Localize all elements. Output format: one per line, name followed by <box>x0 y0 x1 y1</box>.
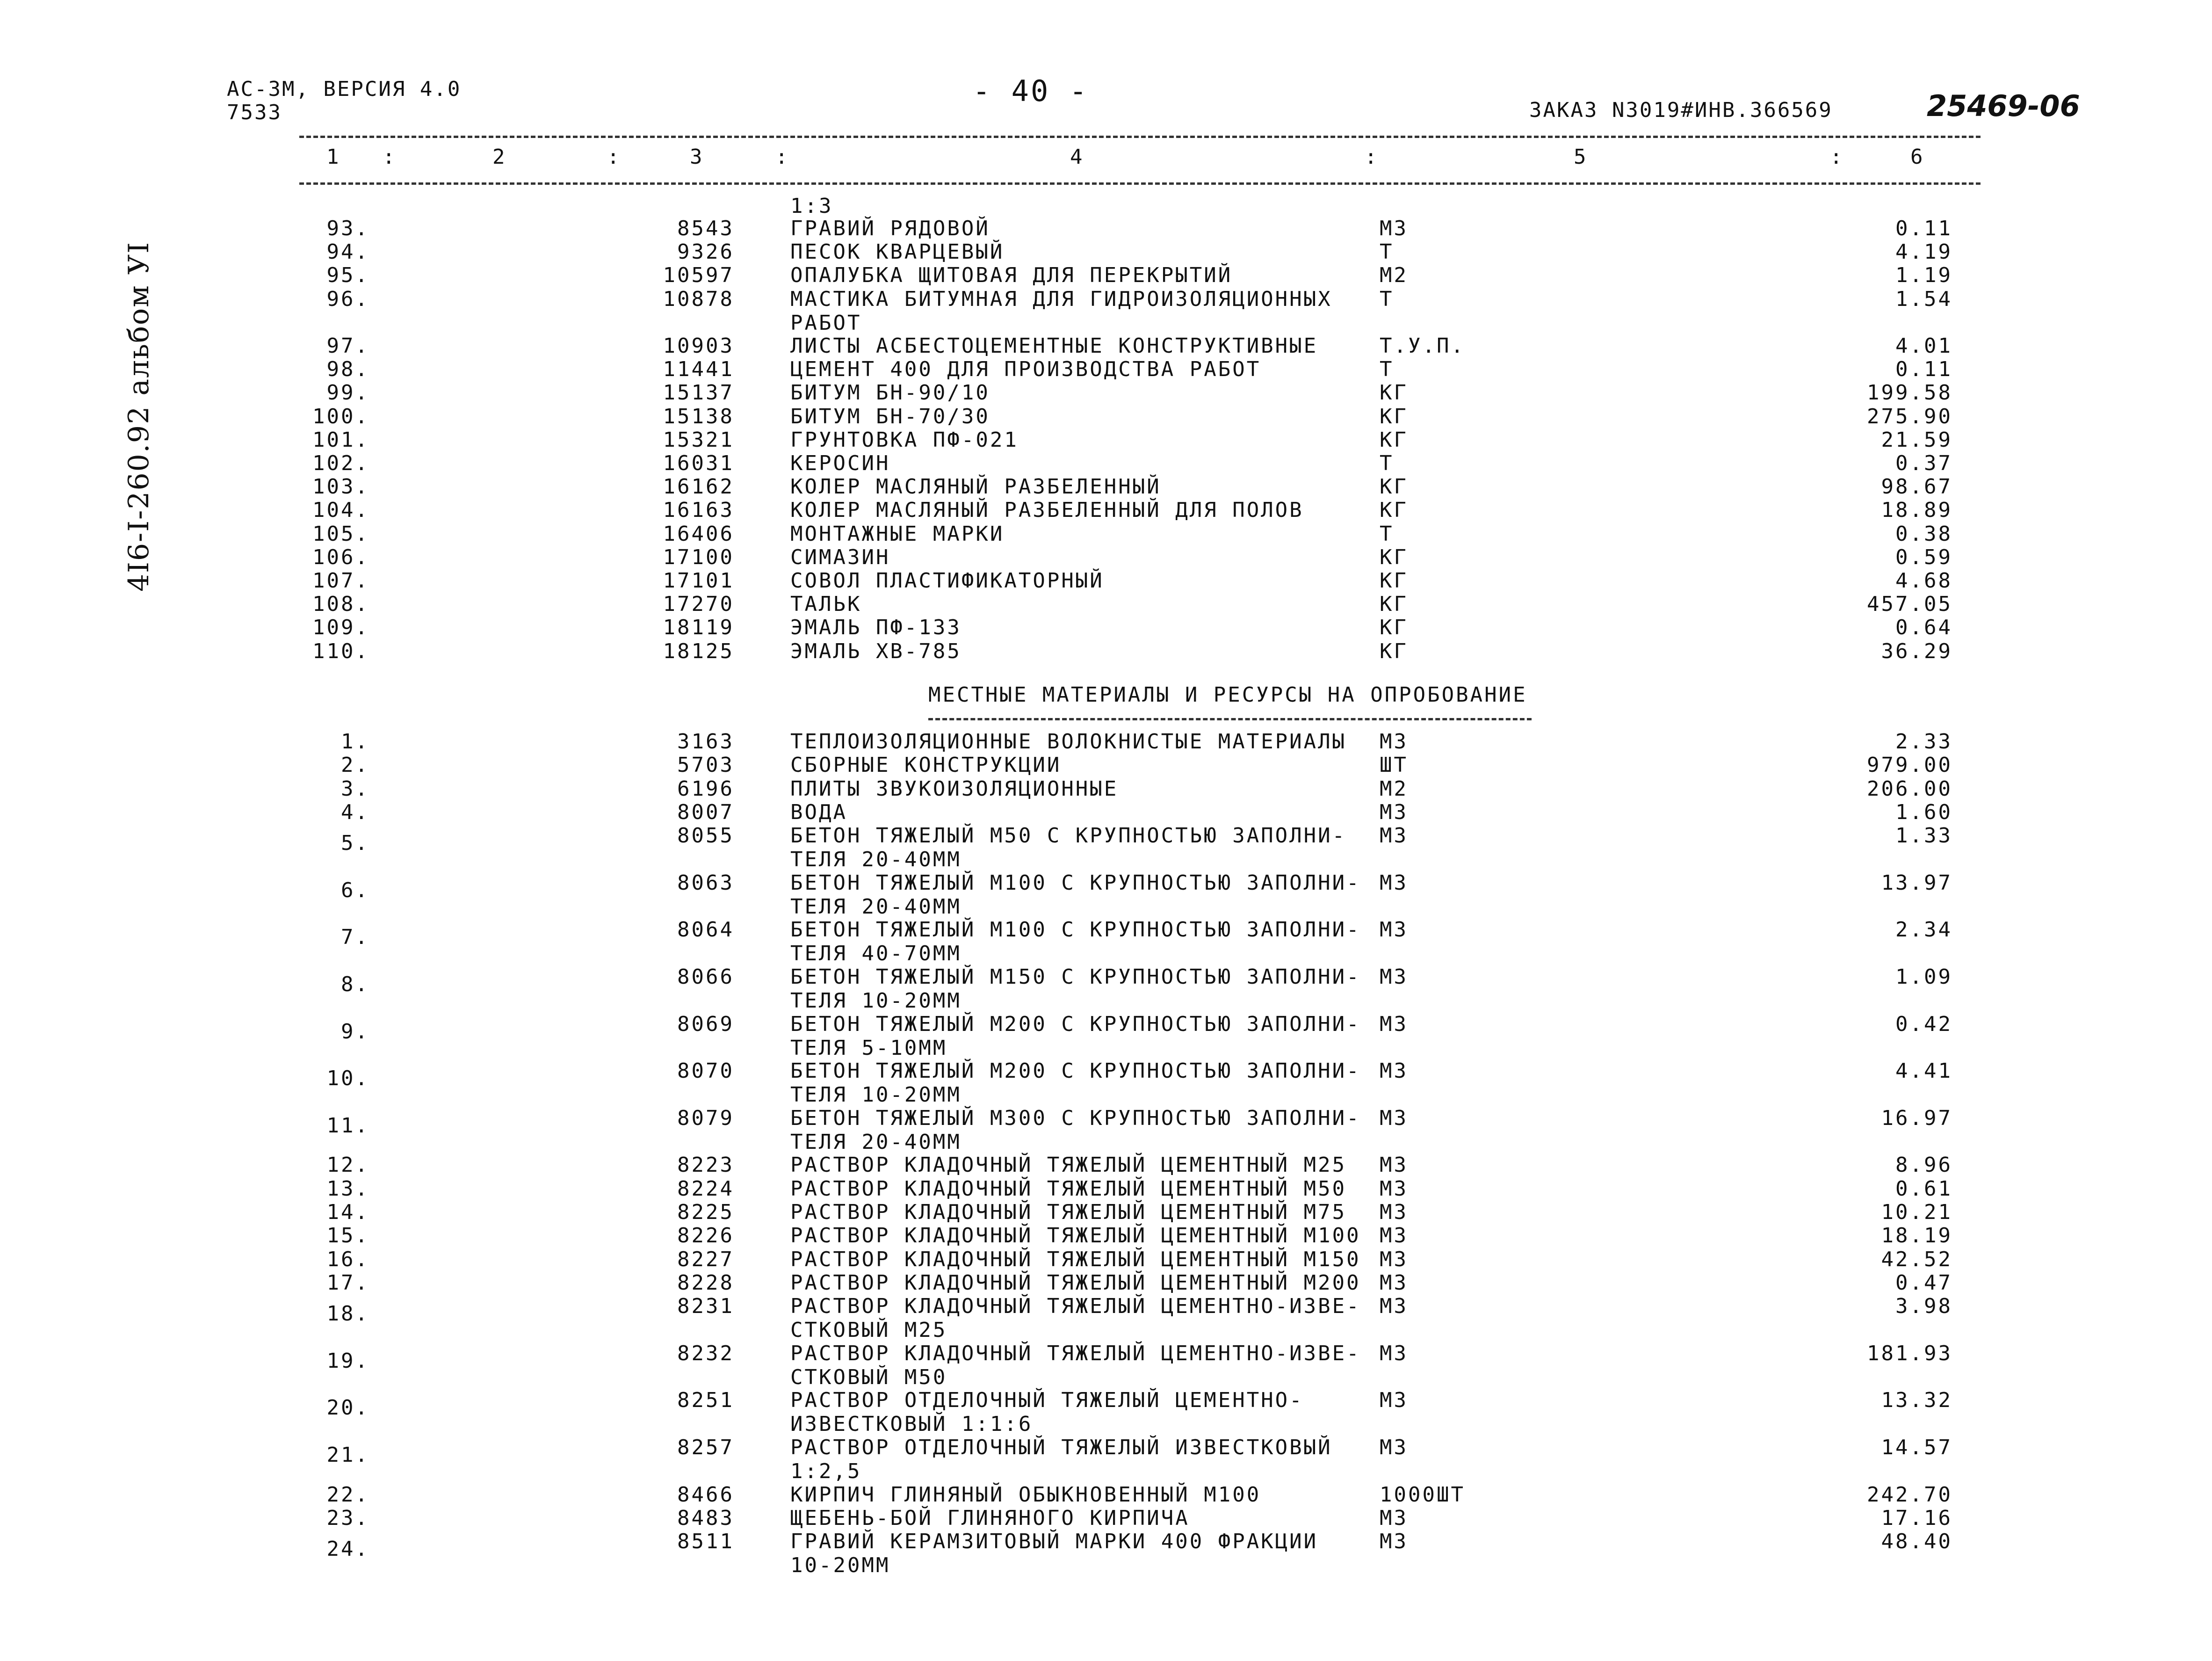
unit-of-measure: М3 <box>1380 824 1408 848</box>
row-number: 24. <box>326 1537 369 1561</box>
resource-name: БЕТОН ТЯЖЕЛЫЙ М100 С КРУПНОСТЬЮ ЗАПОЛНИ- ТЕЛЯ 40-70ММ <box>790 918 1361 966</box>
resource-code: 18119 <box>663 616 734 640</box>
resource-code: 8224 <box>677 1176 734 1201</box>
resource-code: 18125 <box>663 639 734 663</box>
resource-name: ТАЛЬК <box>790 592 862 617</box>
quantity: 17.16 <box>1881 1506 1952 1530</box>
quantity: 0.59 <box>1895 545 1952 569</box>
resource-name: ТЕПЛОИЗОЛЯЦИОННЫЕ ВОЛОКНИСТЫЕ МАТЕРИАЛЫ <box>790 730 1347 754</box>
resource-code: 3163 <box>677 730 734 754</box>
unit-of-measure: КГ <box>1380 569 1408 593</box>
quantity: 2.33 <box>1895 730 1952 754</box>
col-sep: : <box>383 145 395 169</box>
unit-of-measure: М3 <box>1380 1224 1408 1248</box>
program-version: АС-3М, ВЕРСИЯ 4.0 <box>227 77 462 101</box>
unit-of-measure: КГ <box>1380 498 1408 522</box>
unit-of-measure: Т <box>1380 287 1394 311</box>
resource-code: 8466 <box>677 1482 734 1507</box>
unit-of-measure: М3 <box>1380 1153 1408 1177</box>
resource-name: КОЛЕР МАСЛЯНЫЙ РАЗБЕЛЕННЫЙ ДЛЯ ПОЛОВ <box>790 498 1304 522</box>
table-row <box>0 1106 2212 1153</box>
resource-code: 8226 <box>677 1224 734 1248</box>
unit-of-measure: М3 <box>1380 1247 1408 1271</box>
resource-name: СОВОЛ ПЛАСТИФИКАТОРНЫЙ <box>790 569 1104 593</box>
resource-name: РАСТВОР КЛАДОЧНЫЙ ТЯЖЕЛЫЙ ЦЕМЕНТНЫЙ М50 <box>790 1176 1347 1201</box>
row-number: 94. <box>326 240 369 264</box>
resource-name: КОЛЕР МАСЛЯНЫЙ РАЗБЕЛЕННЫЙ <box>790 475 1161 499</box>
table-row <box>0 1388 2212 1435</box>
row-number: 107. <box>312 569 369 593</box>
quantity: 18.89 <box>1881 498 1952 522</box>
quantity: 0.37 <box>1895 451 1952 475</box>
continuation-text: 1:3 <box>790 194 833 218</box>
resource-code: 17100 <box>663 545 734 569</box>
section-title: МЕСТНЫЕ МАТЕРИАЛЫ И РЕСУРСЫ НА ОПРОБОВАНИЕ <box>928 683 1527 707</box>
row-number: 17. <box>326 1270 369 1295</box>
quantity: 0.38 <box>1895 522 1952 546</box>
row-number: 110. <box>312 639 369 663</box>
table-row <box>0 287 2212 334</box>
table-row <box>0 1436 2212 1482</box>
unit-of-measure: М3 <box>1380 1530 1408 1554</box>
unit-of-measure: 1000ШТ <box>1380 1482 1465 1507</box>
table-row <box>0 639 2212 686</box>
resource-name: ОПАЛУБКА ЩИТОВАЯ ДЛЯ ПЕРЕКРЫТИЙ <box>790 263 1233 288</box>
quantity: 2.34 <box>1895 918 1952 942</box>
resource-code: 8069 <box>677 1012 734 1036</box>
resource-code: 16162 <box>663 475 734 499</box>
unit-of-measure: Т <box>1380 451 1394 475</box>
resource-name: РАСТВОР ОТДЕЛОЧНЫЙ ТЯЖЕЛЫЙ ИЗВЕСТКОВЫЙ 1:2,5 <box>790 1436 1332 1483</box>
resource-code: 8064 <box>677 918 734 942</box>
table-row <box>0 1294 2212 1341</box>
row-number: 100. <box>312 404 369 428</box>
col-2-header: 2 <box>492 145 505 169</box>
resource-code: 16163 <box>663 498 734 522</box>
unit-of-measure: М3 <box>1380 1270 1408 1295</box>
row-number: 1. <box>341 730 369 754</box>
quantity: 0.42 <box>1895 1012 1952 1036</box>
resource-name: СИМАЗИН <box>790 545 890 569</box>
table-row <box>0 918 2212 965</box>
col-4-header: 4 <box>1070 145 1083 169</box>
resource-code: 16031 <box>663 451 734 475</box>
resource-code: 10903 <box>663 334 734 358</box>
resource-name: ЭМАЛЬ ХВ-785 <box>790 639 961 663</box>
quantity: 21.59 <box>1881 428 1952 452</box>
quantity: 48.40 <box>1881 1530 1952 1554</box>
resource-code: 8223 <box>677 1153 734 1177</box>
resource-name: БЕТОН ТЯЖЕЛЫЙ М200 С КРУПНОСТЬЮ ЗАПОЛНИ- ТЕЛЯ 10-20ММ <box>790 1059 1361 1107</box>
quantity: 1.19 <box>1895 263 1952 288</box>
row-number: 104. <box>312 498 369 522</box>
quantity: 13.32 <box>1881 1388 1952 1413</box>
resource-code: 9326 <box>677 240 734 264</box>
quantity: 0.11 <box>1895 357 1952 382</box>
table-row <box>0 965 2212 1012</box>
row-number: 11. <box>326 1113 369 1138</box>
resource-name: РАСТВОР ОТДЕЛОЧНЫЙ ТЯЖЕЛЫЙ ЦЕМЕНТНО- ИЗВЕСТКОВЫЙ 1:1:6 <box>790 1388 1304 1436</box>
inventory-number: 25469-06 <box>1927 89 2080 123</box>
unit-of-measure: М3 <box>1380 1012 1408 1036</box>
resource-code: 8231 <box>677 1294 734 1319</box>
unit-of-measure: КГ <box>1380 616 1408 640</box>
resource-name: БЕТОН ТЯЖЕЛЫЙ М50 С КРУПНОСТЬЮ ЗАПОЛНИ- ТЕЛЯ 20-40ММ <box>790 824 1347 872</box>
unit-of-measure: М3 <box>1380 217 1408 240</box>
unit-of-measure: Т <box>1380 357 1394 382</box>
resource-name: РАСТВОР КЛАДОЧНЫЙ ТЯЖЕЛЫЙ ЦЕМЕНТНЫЙ М75 <box>790 1200 1347 1224</box>
row-number: 21. <box>326 1443 369 1467</box>
row-number: 6. <box>341 878 369 902</box>
row-number: 4. <box>341 800 369 824</box>
row-number: 96. <box>326 287 369 311</box>
resource-name: ПЛИТЫ ЗВУКОИЗОЛЯЦИОННЫЕ <box>790 776 1119 801</box>
resource-name: РАСТВОР КЛАДОЧНЫЙ ТЯЖЕЛЫЙ ЦЕМЕНТНЫЙ М150 <box>790 1247 1361 1271</box>
header-rule <box>299 182 1981 185</box>
unit-of-measure: М3 <box>1380 1106 1408 1130</box>
resource-code: 8007 <box>677 800 734 824</box>
row-number: 101. <box>312 428 369 452</box>
row-number: 8. <box>341 972 369 996</box>
unit-of-measure: Т.У.П. <box>1380 334 1465 358</box>
resource-name: ЦЕМЕНТ 400 ДЛЯ ПРОИЗВОДСТВА РАБОТ <box>790 357 1261 382</box>
row-number: 9. <box>341 1019 369 1044</box>
section-underline <box>928 718 1532 720</box>
quantity: 275.90 <box>1867 404 1952 428</box>
resource-code: 8055 <box>677 824 734 848</box>
resource-code: 10597 <box>663 263 734 288</box>
quantity: 4.19 <box>1895 240 1952 264</box>
row-number: 109. <box>312 616 369 640</box>
resource-code: 11441 <box>663 357 734 382</box>
quantity: 0.47 <box>1895 1270 1952 1295</box>
quantity: 1.54 <box>1895 287 1952 311</box>
resource-code: 8543 <box>677 217 734 240</box>
row-number: 106. <box>312 545 369 569</box>
row-number: 93. <box>326 217 369 240</box>
row-number: 102. <box>312 451 369 475</box>
resource-name: ЭМАЛЬ ПФ-133 <box>790 616 961 640</box>
quantity: 8.96 <box>1895 1153 1952 1177</box>
table-row <box>0 1059 2212 1106</box>
page-number: - 40 - <box>973 74 1089 108</box>
row-number: 98. <box>326 357 369 382</box>
resource-name: РАСТВОР КЛАДОЧНЫЙ ТЯЖЕЛЫЙ ЦЕМЕНТНЫЙ М25 <box>790 1153 1347 1177</box>
resource-name: МАСТИКА БИТУМНАЯ ДЛЯ ГИДРОИЗОЛЯЦИОННЫХ РАБОТ <box>790 287 1332 335</box>
col-sep: : <box>775 145 788 169</box>
quantity: 98.67 <box>1881 475 1952 499</box>
resource-name: БЕТОН ТЯЖЕЛЫЙ М100 С КРУПНОСТЬЮ ЗАПОЛНИ- ТЕЛЯ 20-40ММ <box>790 870 1361 919</box>
resource-code: 8070 <box>677 1059 734 1083</box>
unit-of-measure: М3 <box>1380 1341 1408 1365</box>
unit-of-measure: М3 <box>1380 1176 1408 1201</box>
row-number: 14. <box>326 1200 369 1224</box>
resource-name: БЕТОН ТЯЖЕЛЫЙ М150 С КРУПНОСТЬЮ ЗАПОЛНИ- ТЕЛЯ 10-20ММ <box>790 965 1361 1013</box>
order-number: ЗАКАЗ N3019#ИНВ.366569 <box>1529 98 1833 122</box>
resource-name: РАСТВОР КЛАДОЧНЫЙ ТЯЖЕЛЫЙ ЦЕМЕНТНО-ИЗВЕ- СТКОВЫЙ М50 <box>790 1341 1361 1389</box>
row-number: 7. <box>341 925 369 950</box>
quantity: 4.68 <box>1895 569 1952 593</box>
quantity: 1.60 <box>1895 800 1952 824</box>
unit-of-measure: КГ <box>1380 475 1408 499</box>
document-code: 7533 <box>227 101 282 124</box>
row-number: 13. <box>326 1176 369 1201</box>
col-sep: : <box>607 145 620 169</box>
resource-code: 15321 <box>663 428 734 452</box>
row-number: 103. <box>312 475 369 499</box>
quantity: 14.57 <box>1881 1436 1952 1459</box>
row-number: 97. <box>326 334 369 358</box>
resource-name: БИТУМ БН-70/30 <box>790 404 990 428</box>
resource-code: 8227 <box>677 1247 734 1271</box>
quantity: 13.97 <box>1881 870 1952 895</box>
unit-of-measure: КГ <box>1380 404 1408 428</box>
row-number: 16. <box>326 1247 369 1271</box>
quantity: 979.00 <box>1867 753 1952 777</box>
quantity: 0.61 <box>1895 1176 1952 1201</box>
resource-name: ЩЕБЕНЬ-БОЙ ГЛИНЯНОГО КИРПИЧА <box>790 1506 1190 1530</box>
resource-code: 8228 <box>677 1270 734 1295</box>
resource-code: 8511 <box>677 1530 734 1554</box>
resource-name: РАСТВОР КЛАДОЧНЫЙ ТЯЖЕЛЫЙ ЦЕМЕНТНЫЙ М200 <box>790 1270 1361 1295</box>
resource-code: 8063 <box>677 870 734 895</box>
row-number: 18. <box>326 1302 369 1326</box>
resource-name: СБОРНЫЕ КОНСТРУКЦИИ <box>790 753 1062 777</box>
col-5-header: 5 <box>1574 145 1586 169</box>
unit-of-measure: КГ <box>1380 639 1408 663</box>
row-number: 15. <box>326 1224 369 1248</box>
col-6-header: 6 <box>1910 145 1923 169</box>
quantity: 16.97 <box>1881 1106 1952 1130</box>
resource-code: 17101 <box>663 569 734 593</box>
unit-of-measure: М3 <box>1380 965 1408 989</box>
unit-of-measure: Т <box>1380 240 1394 264</box>
table-row <box>0 1342 2212 1388</box>
resource-name: ГРАВИЙ РЯДОВОЙ <box>790 217 990 240</box>
quantity: 42.52 <box>1881 1247 1952 1271</box>
resource-code: 6196 <box>677 776 734 801</box>
row-number: 10. <box>326 1066 369 1091</box>
resource-name: ЛИСТЫ АСБЕСТОЦЕМЕНТНЫЕ КОНСТРУКТИВНЫЕ <box>790 334 1318 358</box>
quantity: 242.70 <box>1867 1482 1952 1507</box>
row-number: 23. <box>326 1506 369 1530</box>
unit-of-measure: КГ <box>1380 381 1408 405</box>
quantity: 4.41 <box>1895 1059 1952 1083</box>
resource-code: 8079 <box>677 1106 734 1130</box>
row-number: 20. <box>326 1396 369 1420</box>
quantity: 18.19 <box>1881 1224 1952 1248</box>
resource-name: БИТУМ БН-90/10 <box>790 381 990 405</box>
resource-code: 8483 <box>677 1506 734 1530</box>
resource-code: 15137 <box>663 381 734 405</box>
resource-code: 8251 <box>677 1388 734 1413</box>
row-number: 5. <box>341 831 369 856</box>
unit-of-measure: М3 <box>1380 1059 1408 1083</box>
quantity: 206.00 <box>1867 776 1952 801</box>
row-number: 105. <box>312 522 369 546</box>
unit-of-measure: М3 <box>1380 1436 1408 1459</box>
resource-code: 8232 <box>677 1341 734 1365</box>
col-sep: : <box>1365 145 1377 169</box>
side-album-label: 4I6-I-260.92 альбом УI <box>123 241 155 592</box>
unit-of-measure: М3 <box>1380 800 1408 824</box>
row-number: 2. <box>341 753 369 777</box>
quantity: 36.29 <box>1881 639 1952 663</box>
unit-of-measure: Т <box>1380 522 1394 546</box>
resource-code: 5703 <box>677 753 734 777</box>
row-number: 22. <box>326 1482 369 1507</box>
row-number: 3. <box>341 776 369 801</box>
col-3-header: 3 <box>690 145 702 169</box>
row-number: 19. <box>326 1349 369 1373</box>
quantity: 1.09 <box>1895 965 1952 989</box>
unit-of-measure: КГ <box>1380 428 1408 452</box>
unit-of-measure: М3 <box>1380 1200 1408 1224</box>
resource-name: РАСТВОР КЛАДОЧНЫЙ ТЯЖЕЛЫЙ ЦЕМЕНТНЫЙ М100 <box>790 1224 1361 1248</box>
resource-name: ВОДА <box>790 800 847 824</box>
quantity: 3.98 <box>1895 1294 1952 1319</box>
resource-code: 17270 <box>663 592 734 617</box>
resource-name: БЕТОН ТЯЖЕЛЫЙ М200 С КРУПНОСТЬЮ ЗАПОЛНИ- ТЕЛЯ 5-10ММ <box>790 1012 1361 1060</box>
resource-name: ГРУНТОВКА ПФ-021 <box>790 428 1019 452</box>
resource-name: РАСТВОР КЛАДОЧНЫЙ ТЯЖЕЛЫЙ ЦЕМЕНТНО-ИЗВЕ- СТКОВЫЙ М25 <box>790 1294 1361 1342</box>
unit-of-measure: М2 <box>1380 263 1408 288</box>
unit-of-measure: М2 <box>1380 776 1408 801</box>
col-1-header: 1 <box>326 145 339 169</box>
quantity: 1.33 <box>1895 824 1952 848</box>
resource-code: 8225 <box>677 1200 734 1224</box>
resource-name: БЕТОН ТЯЖЕЛЫЙ М300 С КРУПНОСТЬЮ ЗАПОЛНИ- ТЕЛЯ 20-40ММ <box>790 1106 1361 1154</box>
unit-of-measure: КГ <box>1380 545 1408 569</box>
quantity: 457.05 <box>1867 592 1952 617</box>
unit-of-measure: ШТ <box>1380 753 1408 777</box>
quantity: 4.01 <box>1895 334 1952 358</box>
unit-of-measure: М3 <box>1380 870 1408 895</box>
table-row <box>0 1012 2212 1059</box>
quantity: 181.93 <box>1867 1341 1952 1365</box>
resource-code: 8066 <box>677 965 734 989</box>
resource-name: МОНТАЖНЫЕ МАРКИ <box>790 522 1005 546</box>
row-number: 108. <box>312 592 369 617</box>
top-rule <box>299 136 1981 138</box>
unit-of-measure: М3 <box>1380 1506 1408 1530</box>
table-row <box>0 1530 2212 1576</box>
resource-code: 8257 <box>677 1436 734 1459</box>
resource-name: КИРПИЧ ГЛИНЯНЫЙ ОБЫКНОВЕННЫЙ М100 <box>790 1482 1261 1507</box>
resource-name: КЕРОСИН <box>790 451 890 475</box>
unit-of-measure: М3 <box>1380 1388 1408 1413</box>
unit-of-measure: М3 <box>1380 918 1408 942</box>
unit-of-measure: М3 <box>1380 1294 1408 1319</box>
unit-of-measure: М3 <box>1380 730 1408 754</box>
quantity: 0.64 <box>1895 616 1952 640</box>
resource-code: 10878 <box>663 287 734 311</box>
table-row <box>0 871 2212 918</box>
quantity: 199.58 <box>1867 381 1952 405</box>
resource-code: 15138 <box>663 404 734 428</box>
row-number: 12. <box>326 1153 369 1177</box>
unit-of-measure: КГ <box>1380 592 1408 617</box>
table-row <box>0 824 2212 870</box>
quantity: 10.21 <box>1881 1200 1952 1224</box>
row-number: 95. <box>326 263 369 288</box>
col-sep: : <box>1830 145 1843 169</box>
resource-name: ГРАВИЙ КЕРАМЗИТОВЫЙ МАРКИ 400 ФРАКЦИИ 10-20ММ <box>790 1530 1318 1578</box>
resource-name: ПЕСОК КВАРЦЕВЫЙ <box>790 240 1005 264</box>
row-number: 99. <box>326 381 369 405</box>
quantity: 0.11 <box>1895 217 1952 240</box>
resource-code: 16406 <box>663 522 734 546</box>
